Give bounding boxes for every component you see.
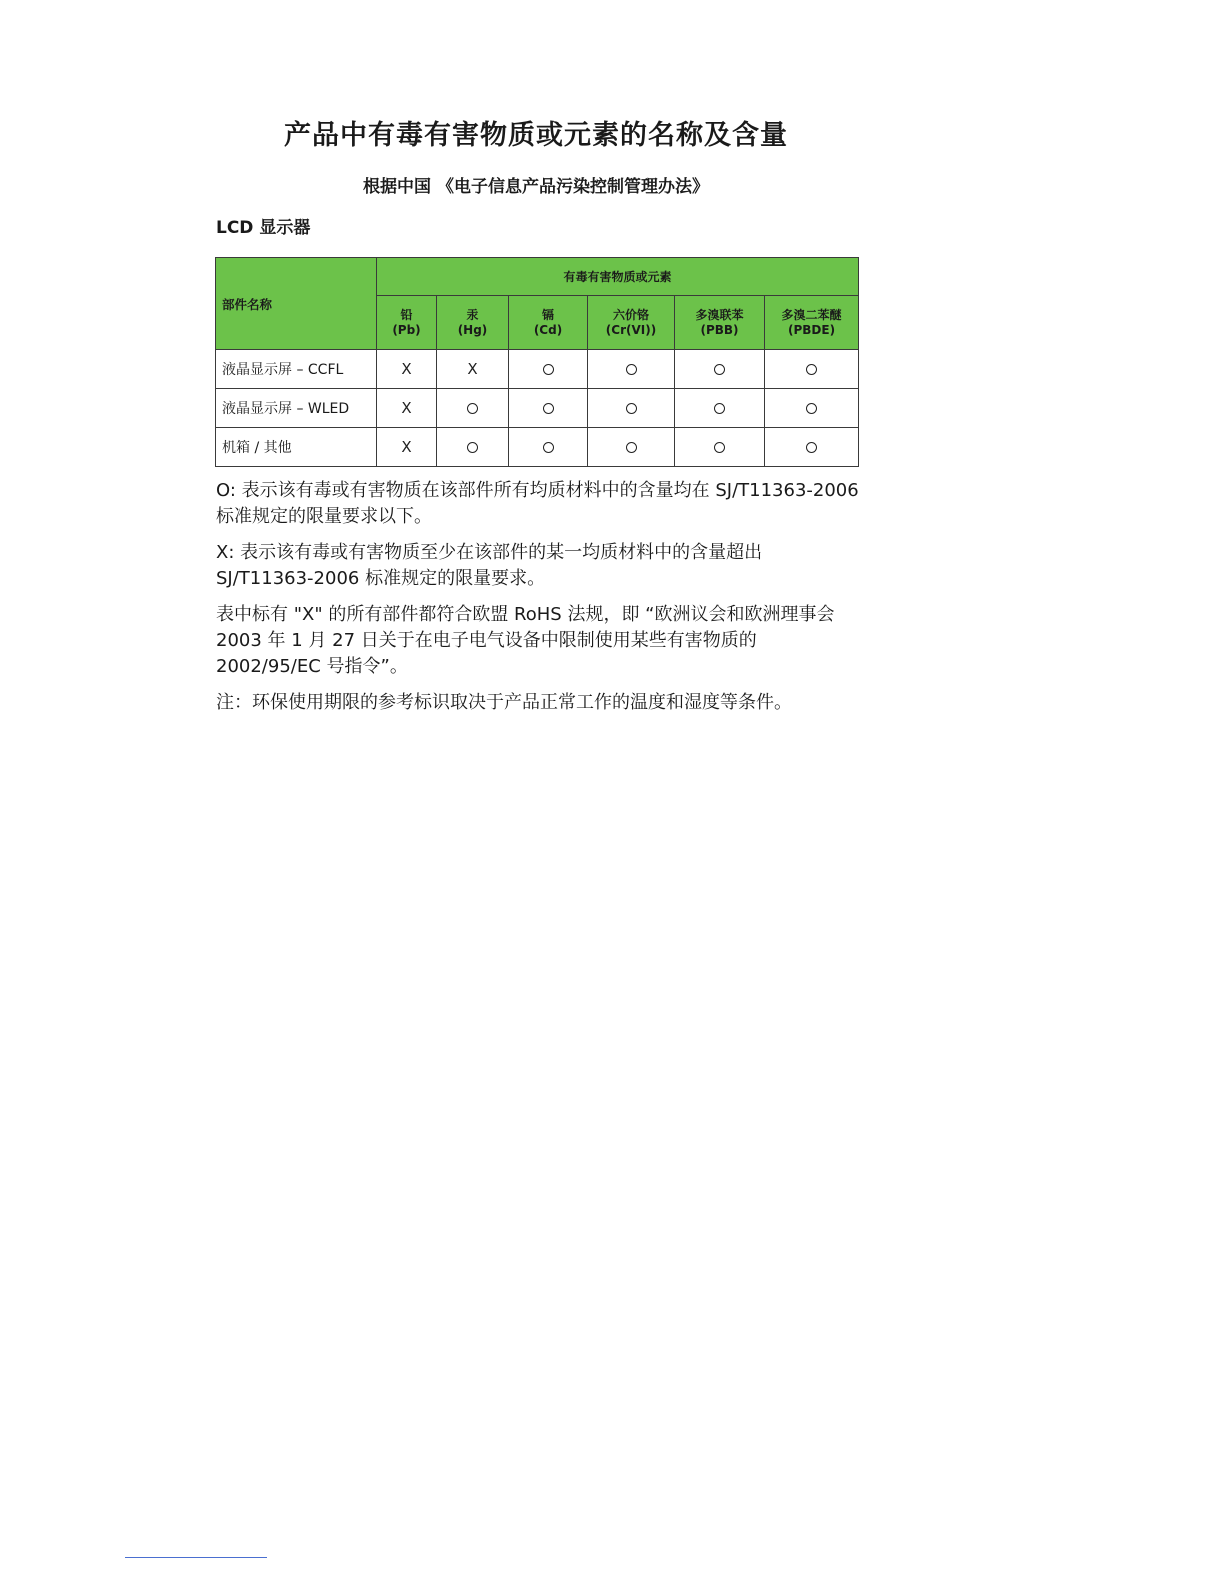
element-header bbox=[588, 296, 675, 350]
circle-mark-icon bbox=[806, 364, 817, 375]
circle-mark-icon bbox=[626, 403, 637, 414]
part-name-header: 部件名称 bbox=[216, 258, 377, 350]
element-header bbox=[377, 296, 437, 350]
notes bbox=[216, 478, 861, 726]
page-title: 产品中有毒有害物质或元素的名称及含量 bbox=[284, 120, 788, 151]
element-name: 多溴二苯醚 bbox=[781, 307, 842, 322]
table-body bbox=[216, 350, 859, 467]
circle-mark-icon bbox=[467, 442, 478, 453]
mark-cell bbox=[765, 350, 859, 389]
element-name: 铅 bbox=[400, 307, 413, 322]
mark-cell bbox=[675, 350, 765, 389]
mark-cell bbox=[675, 389, 765, 428]
circle-mark-icon bbox=[806, 442, 817, 453]
part-name-cell: 液晶显示屏 – WLED bbox=[216, 389, 377, 428]
hazardous-substance-table bbox=[215, 257, 859, 467]
mark-cell bbox=[588, 428, 675, 467]
circle-mark-icon bbox=[626, 364, 637, 375]
substance-group-header: 有毒有害物质或元素 bbox=[377, 258, 859, 296]
element-name: 多溴联苯 bbox=[695, 307, 744, 322]
environment-note: 注：环保使用期限的参考标识取决于产品正常工作的温度和湿度等条件。 bbox=[216, 692, 792, 713]
element-symbol: (Hg) bbox=[457, 322, 488, 337]
footer-rule bbox=[125, 1557, 267, 1558]
section-heading: LCD 显示器 bbox=[216, 218, 311, 238]
mark-cell bbox=[765, 428, 859, 467]
mark-cell bbox=[437, 389, 509, 428]
rohs-note: 表中标有 "X" 的所有部件都符合欧盟 RoHS 法规，即 “欧洲议会和欧洲理事会 2003 年 1 月 27 日关于在电子电气设备中限制使用某些有害物质的 2002/95/EC 号指令”。 bbox=[216, 604, 835, 677]
mark-cell bbox=[509, 350, 588, 389]
circle-mark-icon bbox=[626, 442, 637, 453]
mark-cell bbox=[765, 389, 859, 428]
element-symbol: (PBB) bbox=[700, 322, 739, 337]
o-mark-note: O: 表示该有毒或有害物质在该部件所有均质材料中的含量均在 SJ/T11363-2006 标准规定的限量要求以下。 bbox=[216, 480, 859, 527]
x-mark: X bbox=[401, 438, 412, 456]
page-subtitle: 根据中国 《电子信息产品污染控制管理办法》 bbox=[363, 177, 709, 197]
mark-cell bbox=[377, 389, 437, 428]
circle-mark-icon bbox=[714, 403, 725, 414]
mark-cell bbox=[588, 389, 675, 428]
circle-mark-icon bbox=[714, 442, 725, 453]
element-symbol: (Cd) bbox=[533, 322, 563, 337]
mark-cell bbox=[509, 428, 588, 467]
element-name: 汞 bbox=[466, 307, 479, 322]
part-name-cell: 液晶显示屏 – CCFL bbox=[216, 350, 377, 389]
table-header-group-row bbox=[216, 258, 859, 296]
x-mark: X bbox=[401, 360, 412, 378]
element-header bbox=[437, 296, 509, 350]
table-row bbox=[216, 389, 859, 428]
element-symbol: (Pb) bbox=[392, 322, 421, 337]
mark-cell bbox=[675, 428, 765, 467]
element-symbol: (PBDE) bbox=[788, 322, 836, 337]
x-mark: X bbox=[467, 360, 478, 378]
element-name: 镉 bbox=[541, 307, 554, 322]
element-header bbox=[765, 296, 859, 350]
mark-cell bbox=[377, 428, 437, 467]
x-mark-note: X: 表示该有毒或有害物质至少在该部件的某一均质材料中的含量超出 SJ/T11363-2006 标准规定的限量要求。 bbox=[216, 542, 763, 589]
mark-cell bbox=[377, 350, 437, 389]
part-name-cell: 机箱 / 其他 bbox=[216, 428, 377, 467]
circle-mark-icon bbox=[806, 403, 817, 414]
mark-cell bbox=[509, 389, 588, 428]
element-header bbox=[509, 296, 588, 350]
circle-mark-icon bbox=[543, 442, 554, 453]
circle-mark-icon bbox=[543, 403, 554, 414]
element-name: 六价铬 bbox=[612, 307, 649, 322]
x-mark: X bbox=[401, 399, 412, 417]
table-row bbox=[216, 350, 859, 389]
circle-mark-icon bbox=[543, 364, 554, 375]
mark-cell bbox=[437, 428, 509, 467]
element-symbol: (Cr(VI)) bbox=[605, 322, 657, 337]
circle-mark-icon bbox=[467, 403, 478, 414]
mark-cell bbox=[437, 350, 509, 389]
element-header bbox=[675, 296, 765, 350]
mark-cell bbox=[588, 350, 675, 389]
table-row bbox=[216, 428, 859, 467]
circle-mark-icon bbox=[714, 364, 725, 375]
